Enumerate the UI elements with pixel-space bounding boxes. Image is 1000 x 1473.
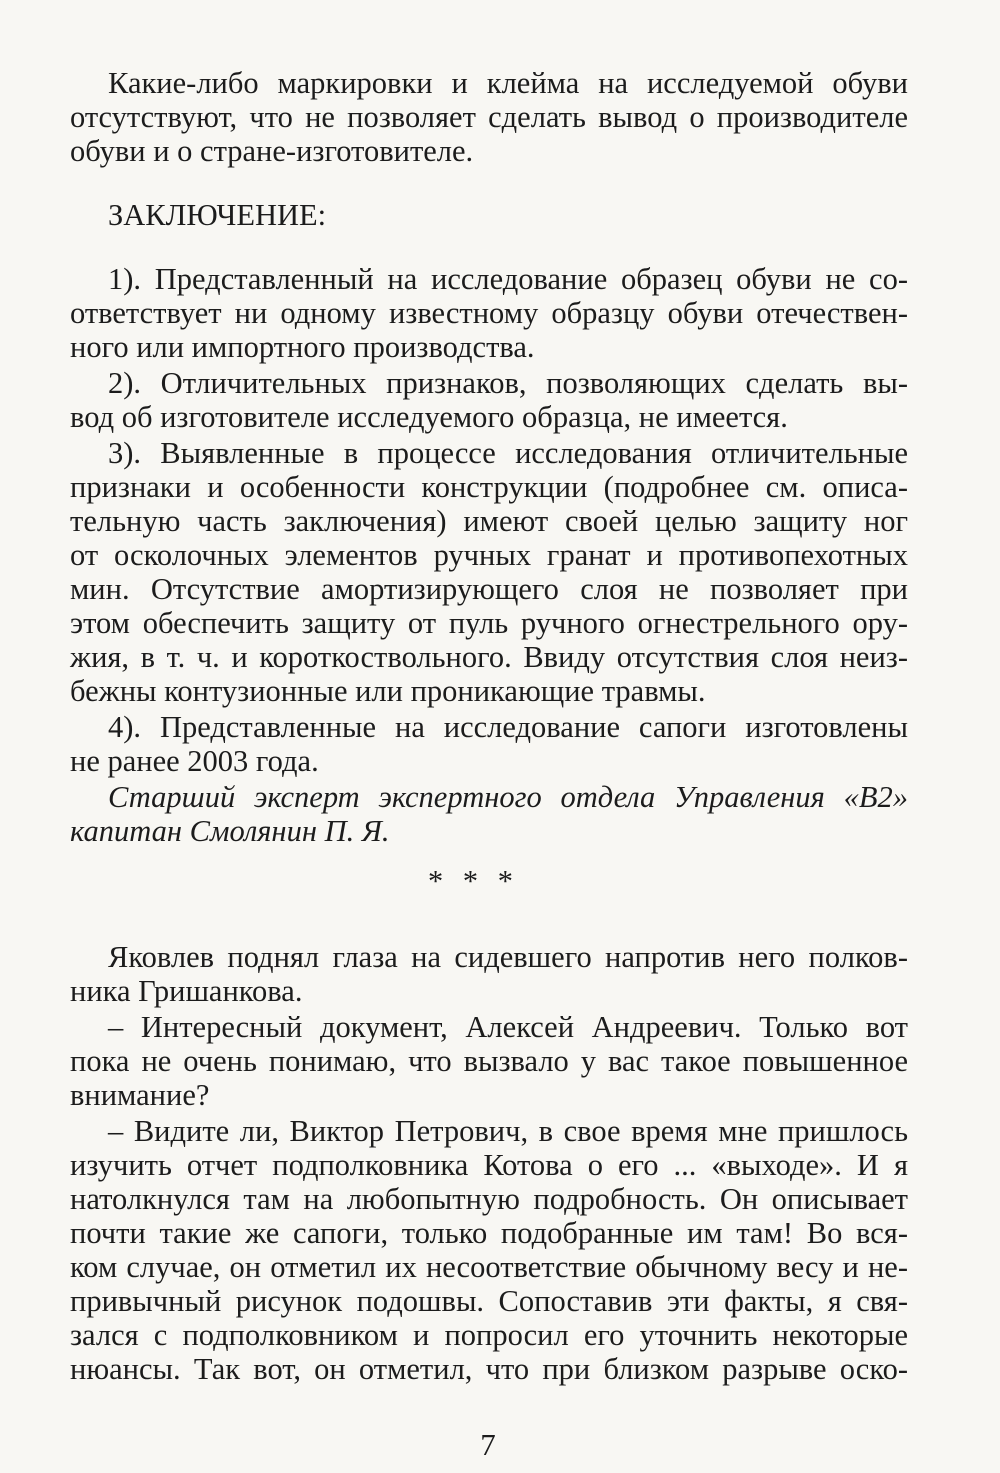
text-line: Какие-либо маркировки и клейма на исследуемой обуви: [108, 66, 908, 100]
signature-line: Старший эксперт экспертного отдела Управления «В2»: [108, 780, 908, 814]
text-line: 4). Представленные на исследование сапоги изготовлены: [108, 710, 908, 744]
text-line: 2). Отличительных признаков, позволяющих сделать вы-: [108, 366, 908, 400]
page-number: 7: [480, 1427, 496, 1462]
text-line: зался с подполковником и попросил его уточнить некоторые: [70, 1318, 908, 1352]
text-line: этом обеспечить защиту от пуль ручного огнестрельного ору-: [70, 606, 908, 640]
text-line: натолкнулся там на любопытную подробность. Он описывает: [70, 1182, 908, 1216]
text-line: мин. Отсутствие амортизирующего слоя не позволяет при: [70, 572, 908, 606]
page-text: [70, 0, 908, 1473]
text-line: нюансы. Так вот, он отметил, что при близком разрыве оско-: [70, 1352, 908, 1386]
text-line: вод об изготовителе исследуемого образца, не имеется.: [70, 400, 788, 434]
conclusion-heading: ЗАКЛЮЧЕНИЕ:: [108, 198, 327, 232]
text-line: обуви и о стране-изготовителе.: [70, 134, 474, 168]
text-line: жия, в т. ч. и короткоствольного. Ввиду отсутствия слоя неиз-: [70, 640, 908, 674]
text-line: изучить отчет подполковника Котова о его ... «выходе». И я: [70, 1148, 908, 1182]
text-line: тельную часть заключения) имеют своей целью защиту ног: [70, 504, 908, 538]
text-line: признаки и особенности конструкции (подробнее см. описа-: [70, 470, 908, 504]
text-line: привычный рисунок подошвы. Сопоставив эти факты, я свя-: [70, 1284, 908, 1318]
text-line: бежны контузионные или проникающие травмы.: [70, 674, 706, 708]
text-line: Яковлев поднял глаза на сидевшего напротив него полков-: [108, 940, 908, 974]
text-line: – Видите ли, Виктор Петрович, в свое время мне пришлось: [108, 1114, 908, 1148]
text-line: 3). Выявленные в процессе исследования отличительные: [108, 436, 908, 470]
text-line: ком случае, он отметил их несоответствие обычному весу и не-: [70, 1250, 908, 1284]
section-separator: * * *: [426, 864, 518, 898]
text-line: не ранее 2003 года.: [70, 744, 319, 778]
text-line: внимание?: [70, 1078, 210, 1112]
text-line: отсутствуют, что не позволяет сделать вывод о производителе: [70, 100, 908, 134]
text-line: почти такие же сапоги, только подобранные им там! Во вся-: [70, 1216, 908, 1250]
signature-line: капитан Смолянин П. Я.: [70, 814, 390, 848]
text-line: от осколочных элементов ручных гранат и противопехотных: [70, 538, 908, 572]
text-line: ного или импортного производства.: [70, 330, 535, 364]
text-line: 1). Представленный на исследование образец обуви не со-: [108, 262, 908, 296]
text-line: пока не очень понимаю, что вызвало у вас такое повышенное: [70, 1044, 908, 1078]
text-line: ответствует ни одному известному образцу обуви отечествен-: [70, 296, 908, 330]
text-line: – Интересный документ, Алексей Андреевич. Только вот: [108, 1010, 908, 1044]
text-line: ника Гришанкова.: [70, 974, 303, 1008]
